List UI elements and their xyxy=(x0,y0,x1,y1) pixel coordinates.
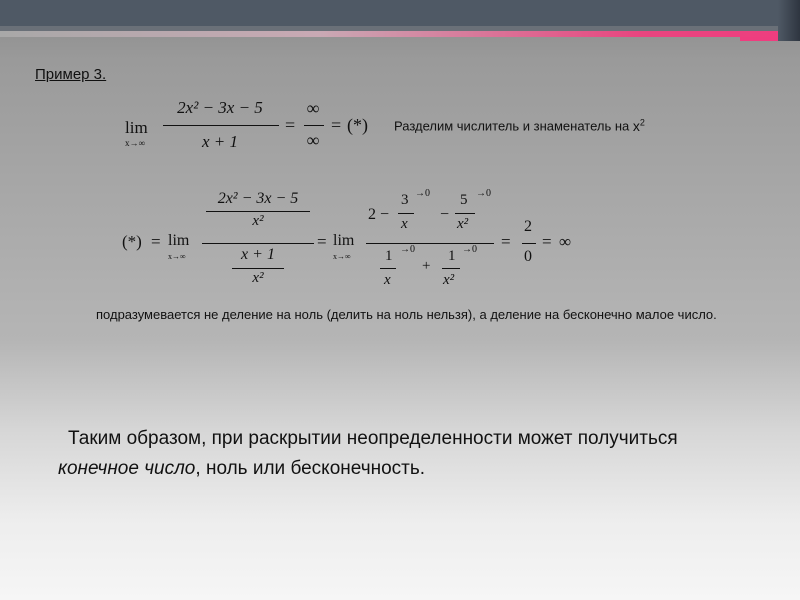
conclusion-part-2: , ноль или бесконечность. xyxy=(195,458,426,479)
fraction-bar xyxy=(163,125,279,126)
lim-label: lim xyxy=(168,232,190,249)
main-fraction-bar xyxy=(202,243,314,244)
equals-sign: = xyxy=(317,232,327,251)
infinity-result: ∞ xyxy=(559,232,572,251)
denominator-one: 1 xyxy=(385,248,393,264)
plus-sign: + xyxy=(422,258,431,274)
equals-sign: = xyxy=(542,232,552,251)
hint-var: x xyxy=(632,117,640,134)
upper-denominator: x² xyxy=(252,213,264,229)
star-label: (*) xyxy=(122,232,142,251)
equals-sign: = xyxy=(285,115,296,135)
fraction-denominator: x + 1 xyxy=(201,132,239,151)
formula-2 xyxy=(122,186,582,301)
conclusion-text xyxy=(58,424,738,484)
lim-label: lim xyxy=(333,232,355,249)
lower-fraction-bar xyxy=(232,268,284,269)
slide-title: Пример 3. xyxy=(35,66,107,83)
conclusion-italic: конечное число xyxy=(58,458,196,479)
hint-label: Разделим числитель и знаменатель на xyxy=(394,118,630,134)
result-denominator: 0 xyxy=(524,248,532,265)
infinity-numerator: ∞ xyxy=(306,98,320,118)
term-bar xyxy=(455,213,475,214)
hint-variable xyxy=(633,118,645,134)
term-bar xyxy=(442,268,460,269)
arrow-zero: →0 xyxy=(415,188,430,199)
numerator-three: 3 xyxy=(401,192,409,208)
upper-numerator: 2x² − 3x − 5 xyxy=(217,190,299,207)
hint-text xyxy=(394,117,645,134)
explanation-note: подразумевается не деление на ноль (делить на ноль нельзя), а деление на бесконечно малое число. xyxy=(96,307,717,322)
lower-numerator: x + 1 xyxy=(241,246,275,263)
numerator-x: x xyxy=(401,216,408,232)
numerator-two: 2 − xyxy=(368,206,390,223)
lower-denominator: x² xyxy=(252,270,264,286)
lim-subscript: x→∞ xyxy=(333,252,351,261)
fraction-numerator: 2x² − 3x − 5 xyxy=(177,98,263,117)
infinity-denominator: ∞ xyxy=(306,130,320,150)
arrow-zero: →0 xyxy=(462,244,477,255)
lim-label: lim xyxy=(125,118,148,137)
arrow-zero: →0 xyxy=(400,244,415,255)
equals-sign: = xyxy=(151,232,161,251)
numerator-five: 5 xyxy=(460,192,468,208)
term-bar xyxy=(380,268,396,269)
fraction-bar xyxy=(304,125,324,126)
arrow-zero: →0 xyxy=(476,188,491,199)
denominator-x2: x² xyxy=(443,272,455,288)
equals-sign: = xyxy=(331,115,342,135)
upper-fraction-bar xyxy=(206,211,310,212)
minus-sign: − xyxy=(440,206,450,223)
star-label: (*) xyxy=(347,115,368,135)
slide-header-bar xyxy=(0,0,800,26)
slide-corner-decoration xyxy=(778,0,800,41)
denominator-one: 1 xyxy=(448,248,456,264)
slide-accent-strip xyxy=(0,31,800,37)
hint-power: 2 xyxy=(639,117,645,127)
result-numerator: 2 xyxy=(524,218,532,235)
formula-1 xyxy=(125,98,385,158)
equals-sign: = xyxy=(501,232,511,251)
lim-subscript: x→∞ xyxy=(168,252,186,261)
denominator-x: x xyxy=(384,272,391,288)
lim-subscript: x→∞ xyxy=(125,138,145,148)
term-bar xyxy=(398,213,414,214)
conclusion-part-1: Таким образом, при раскрытии неопределенности может получиться xyxy=(68,428,678,449)
numerator-x2: x² xyxy=(457,216,469,232)
result-fraction-bar xyxy=(522,243,536,244)
